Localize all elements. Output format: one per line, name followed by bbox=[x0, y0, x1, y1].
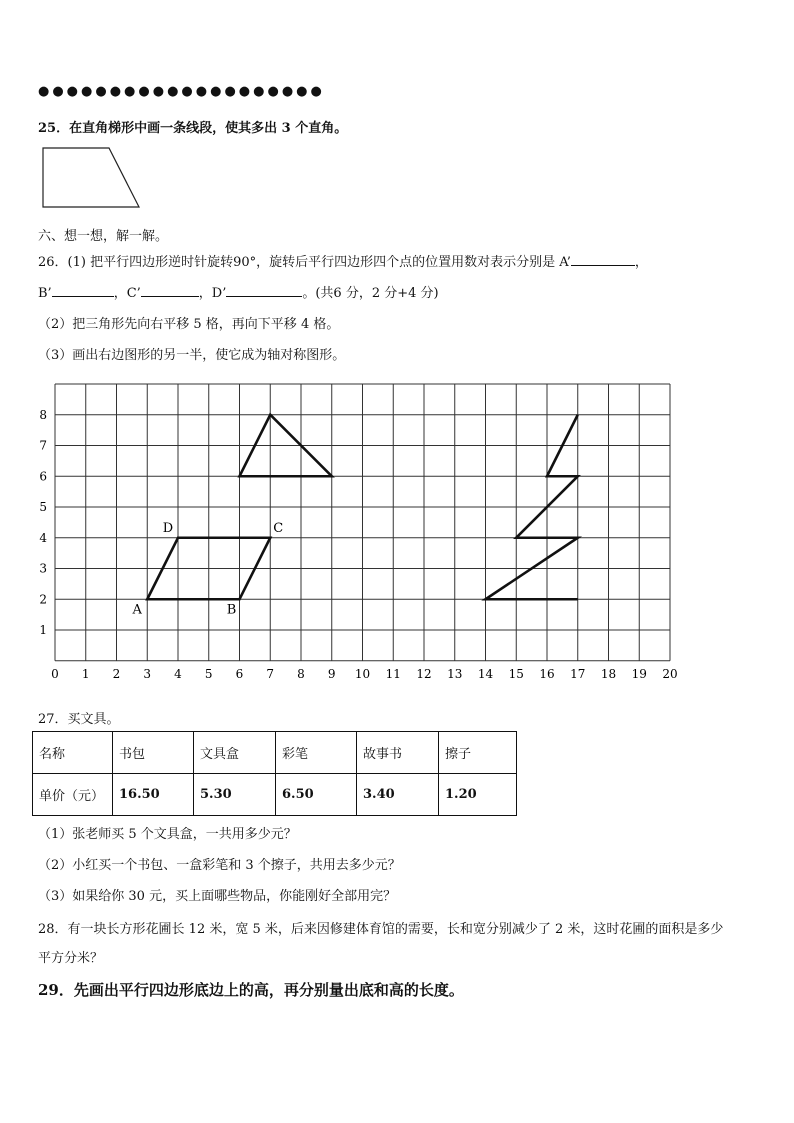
table-cell: 书包 bbox=[113, 732, 194, 774]
x-tick-label: 19 bbox=[631, 666, 647, 681]
x-tick-label: 12 bbox=[416, 666, 432, 681]
x-tick-label: 13 bbox=[447, 666, 463, 681]
table-cell: 5.30 bbox=[194, 774, 276, 816]
table-cell: 1.20 bbox=[439, 774, 517, 816]
x-tick-label: 4 bbox=[174, 666, 182, 681]
vertex-label: D bbox=[162, 520, 174, 536]
x-tick-label: 18 bbox=[600, 666, 617, 681]
y-tick-label: 8 bbox=[39, 407, 47, 422]
q26-text: 26．(1) 把平行四边形逆时针旋转90°，旋转后平行四边形四个点的位置用数对表示分别是 A’ bbox=[38, 255, 571, 270]
table-row bbox=[33, 774, 517, 816]
y-tick-label: 2 bbox=[39, 592, 47, 607]
table-cell: 文具盒 bbox=[194, 732, 276, 774]
x-tick-label: 8 bbox=[297, 666, 305, 681]
x-tick-label: 6 bbox=[235, 666, 244, 681]
y-tick-label: 1 bbox=[39, 623, 47, 637]
right-trapezoid-figure bbox=[40, 145, 144, 213]
question-27-sub3: （3）如果给你 30 元，买上面哪些物品，你能刚好全部用完？ bbox=[38, 889, 397, 904]
x-tick-label: 5 bbox=[204, 666, 213, 681]
question-27-title: 27．买文具。 bbox=[38, 712, 120, 727]
table-cell: 单价（元） bbox=[33, 774, 113, 816]
answer-blank-a[interactable] bbox=[571, 253, 635, 266]
x-tick-label: 9 bbox=[327, 666, 336, 681]
price-table bbox=[32, 731, 517, 816]
y-tick-label: 7 bbox=[39, 438, 47, 453]
question-26-sub2: （2）把三角形先向右平移 5 格，再向下平移 4 格。 bbox=[38, 317, 340, 332]
table-cell: 3.40 bbox=[357, 774, 439, 816]
q26-score: 。(共6 分，2 分+4 分) bbox=[302, 286, 439, 301]
label-c: ，C’ bbox=[113, 286, 141, 301]
table-cell: 6.50 bbox=[276, 774, 357, 816]
x-tick-label: 20 bbox=[662, 666, 678, 681]
vertex-label: A bbox=[132, 602, 142, 618]
table-cell: 故事书 bbox=[357, 732, 439, 774]
section-heading-6: 六、想一想，解一解。 bbox=[38, 229, 169, 244]
table-header-row bbox=[33, 732, 517, 774]
dot-row: ●●●●●●●●●●●●●●●●●●●● bbox=[38, 84, 325, 99]
answer-blank-c[interactable] bbox=[141, 284, 199, 297]
y-tick-label: 3 bbox=[39, 561, 47, 576]
x-tick-label: 7 bbox=[266, 666, 275, 681]
x-tick-label: 11 bbox=[385, 666, 401, 681]
label-d: ，D’ bbox=[198, 286, 227, 301]
x-tick-label: 17 bbox=[570, 666, 586, 681]
question-28-line2: 平方分米？ bbox=[38, 951, 104, 966]
answer-blank-b[interactable] bbox=[52, 284, 114, 297]
x-tick-label: 10 bbox=[354, 666, 371, 681]
question-26-line2 bbox=[38, 282, 439, 301]
table-cell: 16.50 bbox=[113, 774, 194, 816]
vertex-label: B bbox=[226, 602, 237, 618]
question-27-sub1: （1）张老师买 5 个文具盒，一共用多少元？ bbox=[38, 827, 297, 842]
table-cell: 彩笔 bbox=[276, 732, 357, 774]
x-tick-label: 1 bbox=[81, 666, 90, 681]
vertex-label: C bbox=[273, 520, 284, 536]
question-29: 29．先画出平行四边形底边上的高，再分别量出底和高的长度。 bbox=[38, 981, 464, 999]
question-26-line1 bbox=[38, 251, 648, 270]
x-tick-label: 2 bbox=[112, 666, 121, 681]
question-28-line1: 28．有一块长方形花圃长 12 米，宽 5 米，后来因修建体育馆的需要，长和宽分别减少了 2 米，这时花圃的面积是多少 bbox=[38, 922, 724, 937]
label-b: B’ bbox=[38, 286, 52, 301]
x-tick-label: 14 bbox=[477, 666, 494, 681]
x-tick-label: 16 bbox=[539, 666, 555, 681]
coordinate-grid bbox=[0, 370, 794, 700]
table-cell: 擦子 bbox=[439, 732, 517, 774]
y-tick-label: 6 bbox=[39, 469, 47, 484]
y-tick-label: 4 bbox=[39, 530, 47, 545]
x-tick-label: 0 bbox=[51, 666, 59, 681]
q26-comma: ， bbox=[634, 255, 648, 270]
x-tick-label: 15 bbox=[508, 666, 524, 681]
table-cell: 名称 bbox=[33, 732, 113, 774]
question-25: 25．在直角梯形中画一条线段，使其多出 3 个直角。 bbox=[38, 121, 348, 136]
answer-blank-d[interactable] bbox=[226, 284, 302, 297]
y-tick-label: 5 bbox=[39, 500, 47, 514]
question-27-sub2: （2）小红买一个书包、一盒彩笔和 3 个擦子，共用去多少元？ bbox=[38, 858, 401, 873]
question-26-sub3: （3）画出右边图形的另一半，使它成为轴对称图形。 bbox=[38, 348, 346, 363]
x-tick-label: 3 bbox=[143, 666, 152, 681]
